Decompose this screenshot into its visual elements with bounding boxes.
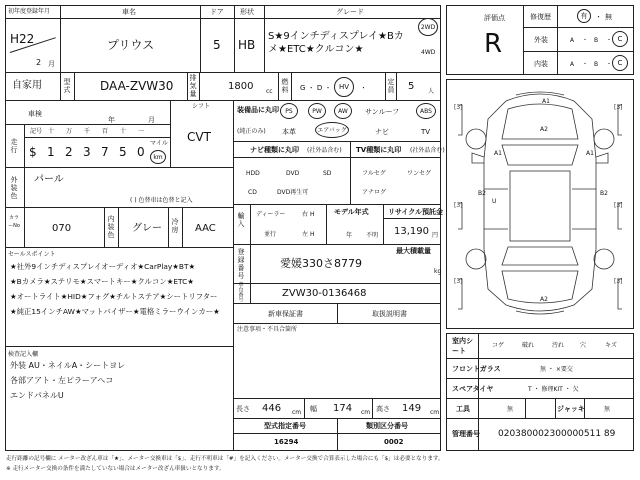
sales-point-line: ★純正15インチAW★マットバイザー★電格ミラーウインカー★	[10, 307, 220, 316]
svg-text:[3]: [3]	[614, 104, 623, 111]
nav-sd: SD	[323, 170, 332, 177]
mileage-digit: 1	[47, 145, 55, 159]
equip-sunroof: サンルーフ	[365, 108, 400, 116]
import-dealer: ディーラー	[256, 211, 286, 218]
class-number-value: 0002	[384, 438, 404, 446]
usage: 自家用	[12, 80, 42, 91]
seat-dirt: 汚れ	[552, 342, 565, 349]
mileage-place-label: 一	[138, 128, 145, 135]
interior-grade-label: 内装	[534, 60, 548, 68]
interior-color-label: 内装色	[107, 215, 115, 239]
width-value: 174	[333, 403, 353, 414]
height-label: 高さ	[376, 405, 390, 413]
equip-ps: PS	[280, 103, 298, 119]
displacement-value: 1800	[228, 81, 254, 92]
mileage-label: 走行	[10, 138, 18, 154]
model-year-label: モデル年式	[334, 208, 369, 216]
svg-text:[3]: [3]	[454, 278, 463, 285]
inspector-note-line: 外装 AU・ネイルA・シートヨレ	[10, 361, 126, 370]
spare-tire-label: スペアタイヤ	[452, 385, 494, 393]
tools-label: 工具	[456, 405, 470, 413]
interior-color: グレー	[132, 223, 162, 234]
color-no-label: カラーNo	[8, 215, 20, 229]
seat-tear: 破れ	[522, 342, 535, 349]
sales-points-label: セールスポイント	[8, 251, 56, 258]
tv-analog: アナログ	[362, 189, 387, 196]
model-year-unit: 年	[346, 232, 353, 239]
handle-left: 左	[302, 231, 309, 238]
jack-label: ジャッキ	[557, 405, 585, 413]
ext-grade-dot2: ・	[606, 37, 613, 44]
ac-label: 冷房	[171, 218, 179, 234]
fuel-selected: HV	[338, 83, 350, 91]
car-diagram-svg	[446, 79, 634, 329]
km-circle	[150, 150, 166, 164]
int-grade-b: B	[594, 61, 599, 68]
notes-label: 注意事項・不具合箇所	[237, 326, 298, 333]
equipment-sub-label: (純正のみ)	[237, 128, 266, 135]
tv-title: TV種類に丸印	[356, 146, 402, 154]
dmg-a1-left: A1	[494, 150, 502, 157]
manual: 取扱説明書	[372, 310, 407, 318]
exterior-color-label: 外装色	[10, 176, 18, 200]
car-name-label: 車名	[122, 8, 136, 16]
shaken-year-unit: 年	[108, 116, 115, 124]
equip-navi: ナビ	[375, 128, 389, 136]
doors-value: 5	[213, 38, 221, 52]
km-label: km	[153, 154, 163, 161]
svg-text:[3]: [3]	[454, 202, 463, 209]
sales-point-line: ★オートライト★HID★フォグ★チルトステア★シートリフター	[10, 292, 218, 301]
model-year-unknown: 不明	[366, 232, 379, 239]
interior-seat-label: 室内シート	[452, 337, 473, 355]
width-cm: cm	[361, 409, 371, 416]
drive-2wd-circle	[418, 18, 438, 36]
nav-dvd: DVD	[286, 170, 300, 177]
nav-dvd-play: DVD再生可	[277, 189, 309, 196]
nav-cd: CD	[248, 189, 257, 196]
int-grade-a: A	[570, 61, 575, 68]
grade-label: グレード	[336, 8, 364, 16]
seat-hole: 穴	[580, 342, 587, 349]
displacement-label: 排気量	[189, 74, 197, 98]
inspector-note-line: 各部アアト・左ピラーアヘコ	[10, 376, 114, 385]
shape-value: HB	[238, 38, 256, 52]
mileage-prefix: $	[29, 145, 37, 159]
dmg-a1-front: A1	[542, 98, 550, 105]
fuel-label: 燃料	[281, 78, 289, 94]
car-name: プリウス	[107, 38, 155, 52]
capacity-value: 5	[408, 81, 415, 92]
drive-4wd: 4WD	[421, 49, 436, 56]
drive-2wd: 2WD	[420, 24, 436, 31]
sales-point-line: ★社外9インチディスプレイオーディオ★CarPlay★BT★	[10, 262, 196, 271]
evaluation-label: 評価点	[484, 14, 505, 22]
repair-label: 修復歴	[530, 13, 551, 21]
first-reg-month: 2	[36, 58, 42, 67]
new-car-warranty: 新車保証書	[268, 310, 303, 318]
first-reg-label: 初年度登録年月	[8, 8, 51, 15]
management-value: 020380002300000511 89	[498, 429, 616, 439]
chassis-value: ZVW30-0136468	[282, 288, 367, 299]
mileage-place-label: 記号	[30, 128, 43, 135]
first-reg-year: H22	[10, 32, 35, 46]
handle-h1: H	[310, 211, 315, 218]
spare-tire-value: T ・ 修理KIT ・ 欠	[528, 386, 579, 393]
model-value: DAA-ZVW30	[100, 79, 174, 93]
mileage-place-label: 万	[66, 128, 73, 135]
doors-label: ドア	[210, 8, 224, 16]
nav-hdd: HDD	[246, 170, 260, 177]
seat-scratch: キズ	[605, 342, 617, 349]
int-grade-dot2: ・	[606, 61, 613, 68]
mileage-place-label: 千	[84, 128, 91, 135]
equip-airbag: エアバッグ	[315, 122, 349, 138]
dmg-u: U	[492, 198, 497, 205]
shift-label: シフト	[192, 103, 211, 110]
evaluation-score: R	[484, 29, 503, 59]
management-label: 管理番号	[452, 430, 480, 438]
ext-grade-dot1: ・	[582, 37, 589, 44]
fuel-options: G ・ D ・	[300, 84, 332, 92]
capacity-label: 定員	[387, 78, 395, 94]
mile-label: マイル	[150, 140, 168, 147]
sales-point-line: ★Bカメラ★ステリモ★スマートキー★クルコン★ETC★	[10, 277, 194, 286]
class-number-label: 類別区分番号	[366, 422, 408, 430]
int-grade-dot1: ・	[582, 61, 589, 68]
nav-sub: (社外品含む)	[307, 147, 342, 154]
ext-grade-a: A	[570, 37, 575, 44]
width-label: 幅	[310, 405, 317, 413]
registration-plate: 愛媛330さ8779	[280, 257, 362, 270]
tv-sub: (社外品含む)	[410, 147, 445, 154]
equip-abs: ABS	[416, 103, 436, 119]
glass-value: 無 ・ ×要交	[540, 366, 573, 373]
fuel-hv-circle	[334, 77, 354, 97]
max-load-label: 最大積載量	[396, 247, 431, 255]
capacity-unit: 人	[428, 88, 435, 95]
svg-text:[3]: [3]	[614, 278, 623, 285]
mileage-place-label: 十	[120, 128, 127, 135]
jack-value: 無	[604, 406, 611, 413]
equipment-label: 装備品に丸印	[237, 106, 279, 114]
mileage-place-label: 百	[102, 128, 109, 135]
recycle-label: リサイクル預託金	[388, 208, 444, 216]
ac-value: AAC	[195, 223, 216, 234]
import-parallel: 並行	[264, 231, 277, 238]
ext-grade-c-circle: C	[612, 31, 628, 47]
type-number-value: 16294	[274, 438, 299, 446]
tools-value: 無	[507, 406, 514, 413]
inspector-label: 検査記入欄	[8, 351, 39, 358]
cc-unit: cc	[266, 88, 273, 95]
length-value: 446	[262, 403, 282, 414]
color-no: 070	[52, 223, 72, 234]
recycle-value: 13,190	[394, 226, 429, 237]
shift-value: CVT	[187, 130, 211, 144]
tv-fullseg: フルセグ	[362, 170, 386, 177]
chassis-label: 車台番号	[238, 282, 244, 303]
month-unit: 月	[48, 60, 55, 68]
fuel-rest: ・	[360, 84, 367, 92]
mileage-digit: 5	[119, 145, 127, 159]
dmg-a1-right: A1	[586, 150, 594, 157]
glass-label: フロントガラス	[452, 365, 501, 373]
handle-right: 右	[302, 211, 309, 218]
dmg-a2-rear: A2	[540, 296, 548, 303]
mileage-digit: 7	[101, 145, 109, 159]
height-value: 149	[402, 403, 422, 414]
svg-text:[3]: [3]	[454, 104, 463, 111]
int-grade-c-circle: C	[612, 55, 628, 71]
repair-no: 無	[605, 13, 612, 21]
equip-aw: AW	[334, 103, 352, 119]
equip-pw: PW	[308, 103, 326, 119]
repair-dot: ・	[595, 13, 602, 21]
nav-title: ナビ種類に丸印	[250, 146, 299, 154]
dmg-b2-right: B2	[600, 190, 608, 197]
shaken-month-unit: 月	[148, 116, 155, 124]
dmg-a2: A2	[540, 126, 548, 133]
equip-leather: 本革	[282, 128, 296, 136]
length-cm: cm	[292, 409, 302, 416]
kg-unit: kg	[434, 268, 442, 275]
model-label: 型式	[63, 78, 71, 94]
mileage-digit: 3	[83, 145, 91, 159]
import-label: 輸入	[237, 212, 245, 228]
length-label: 長さ	[236, 405, 250, 413]
exterior-grade-label: 外装	[534, 36, 548, 44]
footer-line2: ※ 走行メーター交換の条件を満たしていない場合はメーター改ざん車扱いとなります。	[6, 466, 225, 472]
tv-oneseg: ワンセグ	[407, 170, 432, 177]
dmg-b2-left: B2	[478, 190, 486, 197]
grade-value: S★9インチディスプレイ★Bカメ★ETC★クルコン★	[268, 31, 404, 55]
repair-yes-circle: 有	[577, 9, 591, 23]
mileage-digit: 0	[137, 145, 145, 159]
type-number-label: 型式指定番号	[264, 422, 306, 430]
color-change-note: ( ) 色替車は色替と記入	[130, 197, 193, 204]
equip-tv: TV	[421, 128, 431, 136]
height-cm: cm	[430, 409, 440, 416]
mileage-place-label: 十	[48, 128, 55, 135]
seat-burn: コゲ	[492, 342, 505, 349]
shaken-label: 車検	[28, 110, 42, 118]
ext-grade-b: B	[594, 37, 599, 44]
exterior-color: パール	[34, 174, 64, 185]
inspector-note-line: エンドパネルU	[10, 391, 64, 400]
footer-line1: 走行距離の記号欄に メーター改ざん車は「★」、メーター交換車は「$」、走行不明車は「#」を記入ください。メーター交換で合算表示した場合にも「$」は必要となります。	[6, 456, 444, 462]
shape-label: 形状	[240, 8, 254, 16]
mileage-digit: 2	[65, 145, 73, 159]
handle-h2: H	[310, 231, 315, 238]
registration-label: 登録番号	[237, 248, 245, 280]
svg-text:[3]: [3]	[614, 202, 623, 209]
recycle-yen: 円	[432, 232, 439, 239]
